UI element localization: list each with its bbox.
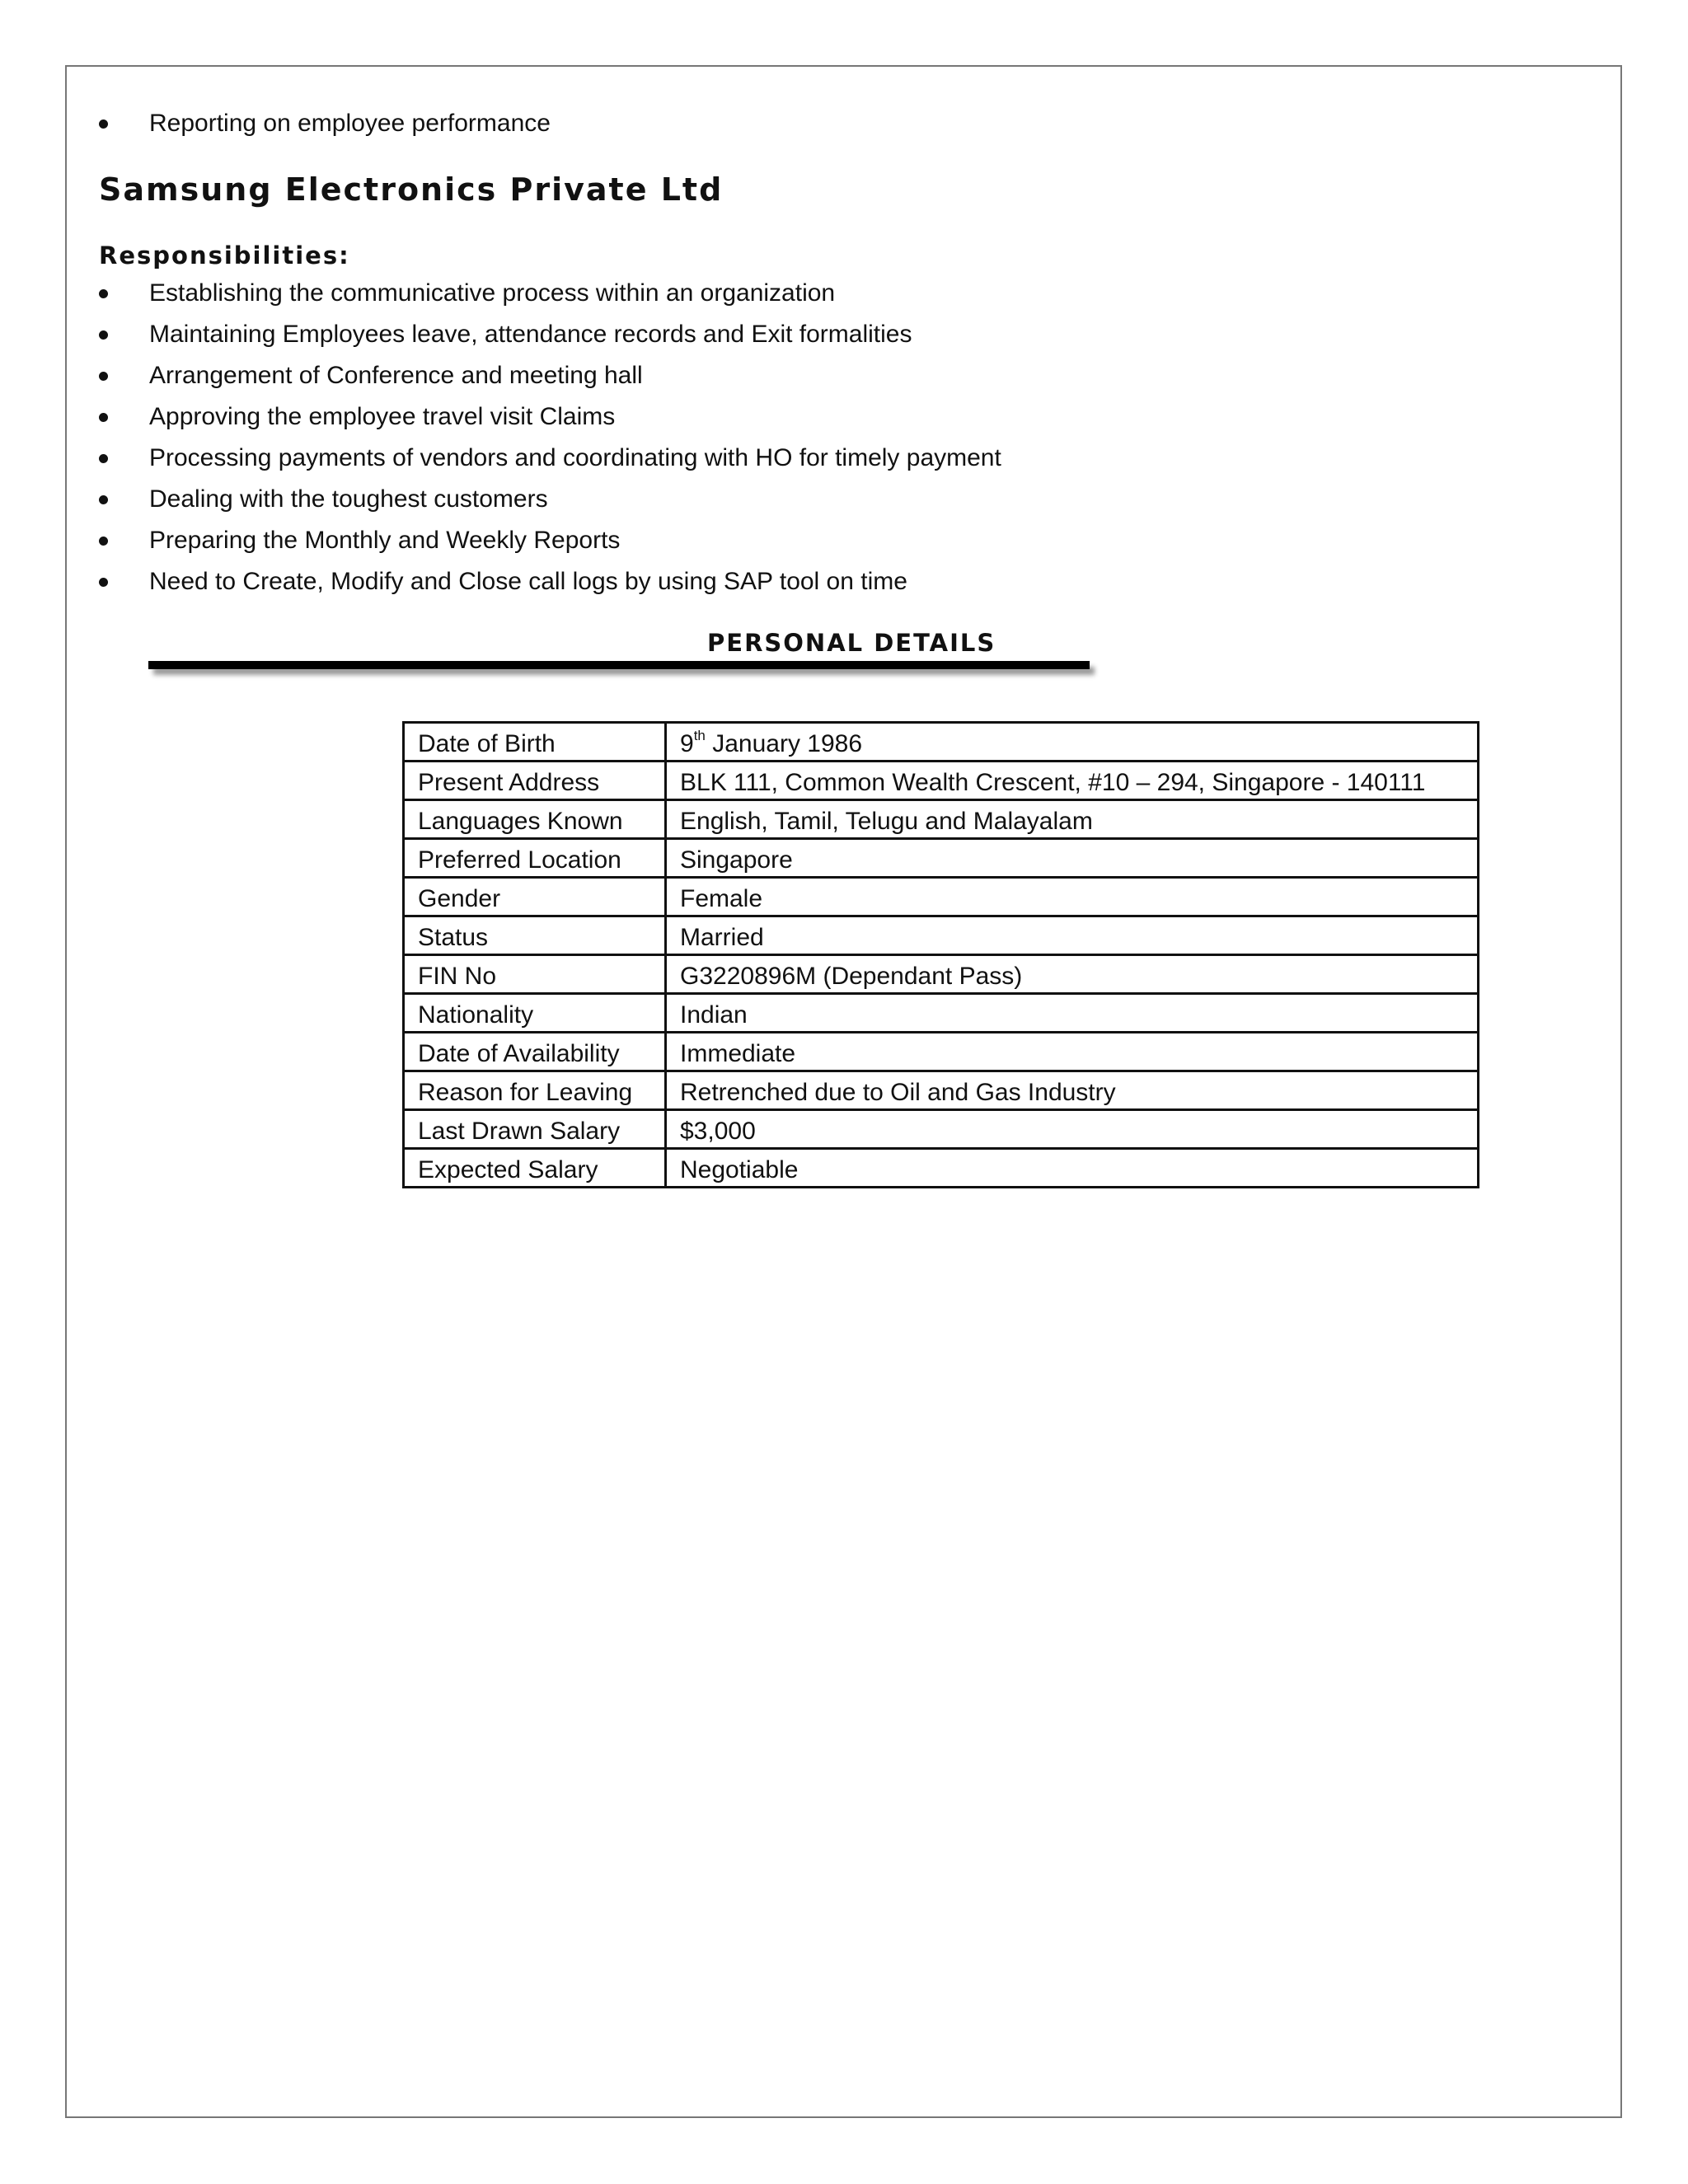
list-item [97,438,1001,479]
table-cell-label: Nationality [404,994,666,1033]
list-item-text: Establishing the communicative process within an organization [149,279,836,307]
table-row [404,878,1479,916]
section-divider [148,661,1090,669]
list-item [97,520,1001,561]
table-row [404,1033,1479,1071]
list-item [97,103,551,144]
list-item [97,561,1001,602]
list-item-text: Maintaining Employees leave, attendance records and Exit formalities [149,321,912,348]
previous-duties-list [97,103,551,144]
bullet-icon [99,120,108,129]
dob-month-year: January 1986 [705,730,863,757]
table-cell-value: BLK 111, Common Wealth Crescent, #10 – 294, Singapore - 140111 [666,762,1479,800]
list-item-text: Approving the employee travel visit Claims [149,403,616,430]
list-item-text: Reporting on employee performance [149,110,551,137]
bullet-icon [99,495,108,504]
table-cell-value: Immediate [666,1033,1479,1071]
table-cell-value: Indian [666,994,1479,1033]
table-cell-label: Languages Known [404,800,666,839]
table-row [404,916,1479,955]
table-cell-label: Preferred Location [404,839,666,878]
list-item-text: Dealing with the toughest customers [149,485,548,513]
table-cell-label: Present Address [404,762,666,800]
table-cell-value [666,723,1479,762]
bullet-icon [99,330,108,340]
table-cell-label: Last Drawn Salary [404,1110,666,1149]
table-cell-value: Singapore [666,839,1479,878]
table-row [404,955,1479,994]
personal-details-table [402,721,1479,1188]
table-row [404,839,1479,878]
table-cell-value: G3220896M (Dependant Pass) [666,955,1479,994]
list-item-text: Preparing the Monthly and Weekly Reports [149,527,621,554]
table-row [404,762,1479,800]
list-item-text: Processing payments of vendors and coordinating with HO for timely payment [149,444,1001,471]
table-cell-value: Female [666,878,1479,916]
table-cell-value: English, Tamil, Telugu and Malayalam [666,800,1479,839]
table-row [404,800,1479,839]
list-item [97,479,1001,520]
dob-suffix: th [693,728,706,743]
list-item [97,355,1001,396]
list-item [97,396,1001,438]
table-row [404,994,1479,1033]
table-cell-value: Negotiable [666,1149,1479,1188]
table-cell-label: Status [404,916,666,955]
table-cell-label: Date of Birth [404,723,666,762]
responsibilities-heading: Responsibilities: [99,241,350,269]
table-cell-value: Retrenched due to Oil and Gas Industry [666,1071,1479,1110]
table-cell-label: Date of Availability [404,1033,666,1071]
table-cell-label: Gender [404,878,666,916]
dob-day: 9 [680,730,694,757]
bullet-icon [99,454,108,463]
table-cell-label: Expected Salary [404,1149,666,1188]
responsibilities-list [97,273,1001,602]
table-cell-value: Married [666,916,1479,955]
list-item-text: Need to Create, Modify and Close call logs by using SAP tool on time [149,568,907,595]
bullet-icon [99,537,108,546]
bullet-icon [99,413,108,422]
table-row [404,1071,1479,1110]
list-item [97,314,1001,355]
table-cell-value: $3,000 [666,1110,1479,1149]
bullet-icon [99,578,108,587]
table-cell-label: FIN No [404,955,666,994]
bullet-icon [99,372,108,381]
company-title: Samsung Electronics Private Ltd [99,171,724,208]
bullet-icon [99,289,108,298]
table-row [404,1149,1479,1188]
personal-details-heading: PERSONAL DETAILS [707,629,996,657]
table-row [404,1110,1479,1149]
list-item-text: Arrangement of Conference and meeting hall [149,362,643,389]
list-item [97,273,1001,314]
table-row [404,723,1479,762]
table-cell-label: Reason for Leaving [404,1071,666,1110]
